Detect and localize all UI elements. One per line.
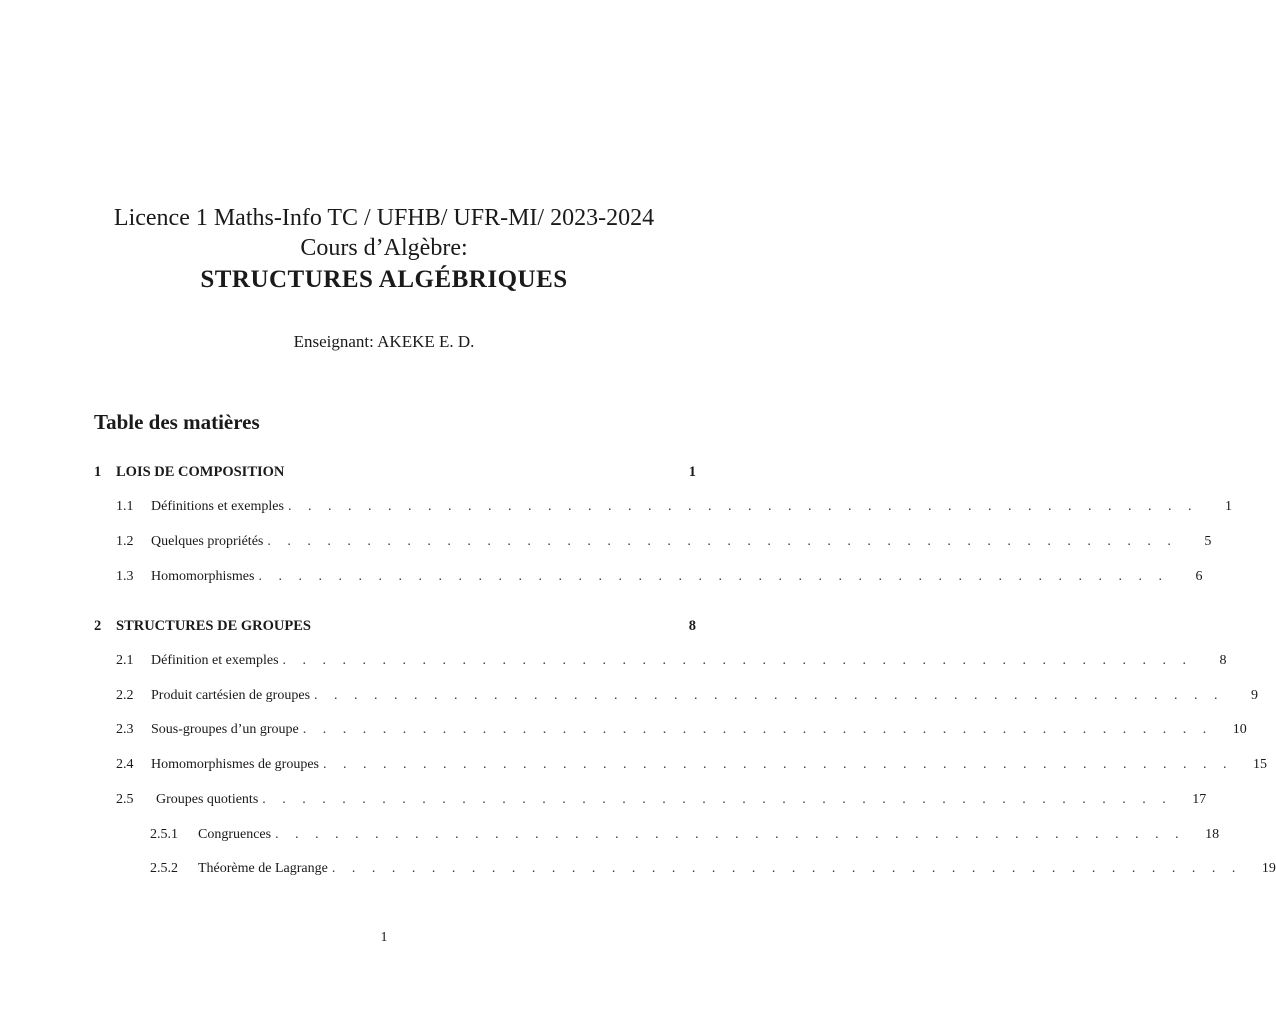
toc-section-page: 8 <box>688 618 696 634</box>
toc-subsubsection-title: Théorème de Lagrange <box>198 861 328 876</box>
toc-dot-leader: . . . . . . . . . . . . . . . . . . . . . . . . . . . . . . . . . . . . . . . . . . . . . . <box>331 861 1242 876</box>
toc-subsection-number: 2.1 <box>116 653 134 668</box>
document-title: STRUCTURES ALGÉBRIQUES <box>200 266 568 293</box>
toc-subsection-title: Produit cartésien de groupes <box>151 688 311 703</box>
course-line: Licence 1 Maths-Info TC / UFHB/ UFR-MI/ 2023-2024 <box>113 205 655 231</box>
toc-section-page: 1 <box>688 464 696 480</box>
toc-subsection-1-3[interactable] <box>116 569 1203 589</box>
title-block <box>0 203 768 297</box>
toc-subsection-1-2[interactable] <box>116 534 1212 554</box>
toc-subsection-2-5[interactable] <box>116 792 1207 812</box>
toc-section-title: STRUCTURES DE GROUPES <box>116 618 311 634</box>
toc-dot-leader: . . . . . . . . . . . . . . . . . . . . . . . . . . . . . . . . . . . . . . . . . . . . . . <box>302 722 1213 737</box>
toc-subsection-page: 1 <box>1224 499 1232 514</box>
toc-subsection-page: 6 <box>1195 569 1203 584</box>
teacher-name: Enseignant: AKEKE E. D. <box>293 332 475 351</box>
toc-subsection-1-1[interactable] <box>116 499 1232 519</box>
toc-subsection-title: Groupes quotients <box>156 792 259 807</box>
toc-subsection-2-3[interactable] <box>116 722 1247 742</box>
toc-subsection-number: 1.2 <box>116 534 134 549</box>
toc-subsubsection-number: 2.5.2 <box>150 861 178 876</box>
toc-section-number: 1 <box>94 464 102 480</box>
toc-subsubsection-title: Congruences <box>198 827 272 842</box>
toc-subsection-title: Homomorphismes de groupes <box>151 757 319 772</box>
toc-subsection-title: Définition et exemples <box>151 653 279 668</box>
toc-section-1[interactable] <box>94 464 696 484</box>
toc-dot-leader: . . . . . . . . . . . . . . . . . . . . . . . . . . . . . . . . . . . . . . . . . . . . . . <box>267 534 1178 549</box>
course-subject: Cours d’Algèbre: <box>300 235 468 261</box>
toc-subsection-number: 2.4 <box>116 757 134 772</box>
toc-subsection-number: 1.1 <box>116 499 134 514</box>
toc-section-2[interactable] <box>94 618 696 638</box>
toc-subsection-2-4[interactable] <box>116 757 1267 777</box>
toc-subsection-page: 9 <box>1251 688 1259 703</box>
toc-dot-leader: . . . . . . . . . . . . . . . . . . . . . . . . . . . . . . . . . . . . . . . . . . . . . . <box>275 827 1186 842</box>
toc-dot-leader: . . . . . . . . . . . . . . . . . . . . . . . . . . . . . . . . . . . . . . . . . . . . . . <box>282 653 1193 668</box>
toc-subsection-page: 8 <box>1219 653 1227 668</box>
toc-subsection-page: 17 <box>1192 792 1207 807</box>
toc-subsection-number: 2.2 <box>116 688 134 703</box>
toc-dot-leader: . . . . . . . . . . . . . . . . . . . . . . . . . . . . . . . . . . . . . . . . . . . . . . <box>314 688 1225 703</box>
toc-subsection-number: 2.3 <box>116 722 134 737</box>
toc-subsection-page: 10 <box>1232 722 1247 737</box>
toc-subsubsection-2-5-1[interactable] <box>150 827 1220 847</box>
toc-subsubsection-number: 2.5.1 <box>150 827 178 842</box>
toc-subsubsection-2-5-2[interactable] <box>150 861 1276 881</box>
toc-subsection-number: 1.3 <box>116 569 134 584</box>
toc-subsubsection-page: 19 <box>1261 861 1276 876</box>
toc-subsubsection-page: 18 <box>1205 827 1220 842</box>
toc-subsection-page: 5 <box>1204 534 1212 549</box>
toc-subsection-title: Quelques propriétés <box>151 534 264 549</box>
toc-dot-leader: . . . . . . . . . . . . . . . . . . . . . . . . . . . . . . . . . . . . . . . . . . . . . . <box>322 757 1233 772</box>
toc-subsection-2-2[interactable] <box>116 688 1259 708</box>
page-number: 1 <box>380 930 388 945</box>
toc-subsection-title: Sous-groupes d’un groupe <box>151 722 299 737</box>
toc-subsection-title: Homomorphismes <box>151 569 255 584</box>
toc-dot-leader: . . . . . . . . . . . . . . . . . . . . . . . . . . . . . . . . . . . . . . . . . . . . . . <box>262 792 1173 807</box>
toc-section-title: LOIS DE COMPOSITION <box>116 464 285 480</box>
toc-subsection-title: Définitions et exemples <box>151 499 284 514</box>
toc-heading: Table des matières <box>94 410 260 434</box>
toc-dot-leader: . . . . . . . . . . . . . . . . . . . . . . . . . . . . . . . . . . . . . . . . . . . . . . <box>258 569 1169 584</box>
toc-subsection-2-1[interactable] <box>116 653 1227 673</box>
toc-subsection-number: 2.5 <box>116 792 134 807</box>
toc-subsection-page: 15 <box>1252 757 1267 772</box>
toc-section-number: 2 <box>94 618 102 634</box>
toc-dot-leader: . . . . . . . . . . . . . . . . . . . . . . . . . . . . . . . . . . . . . . . . . . . . . . <box>287 499 1198 514</box>
